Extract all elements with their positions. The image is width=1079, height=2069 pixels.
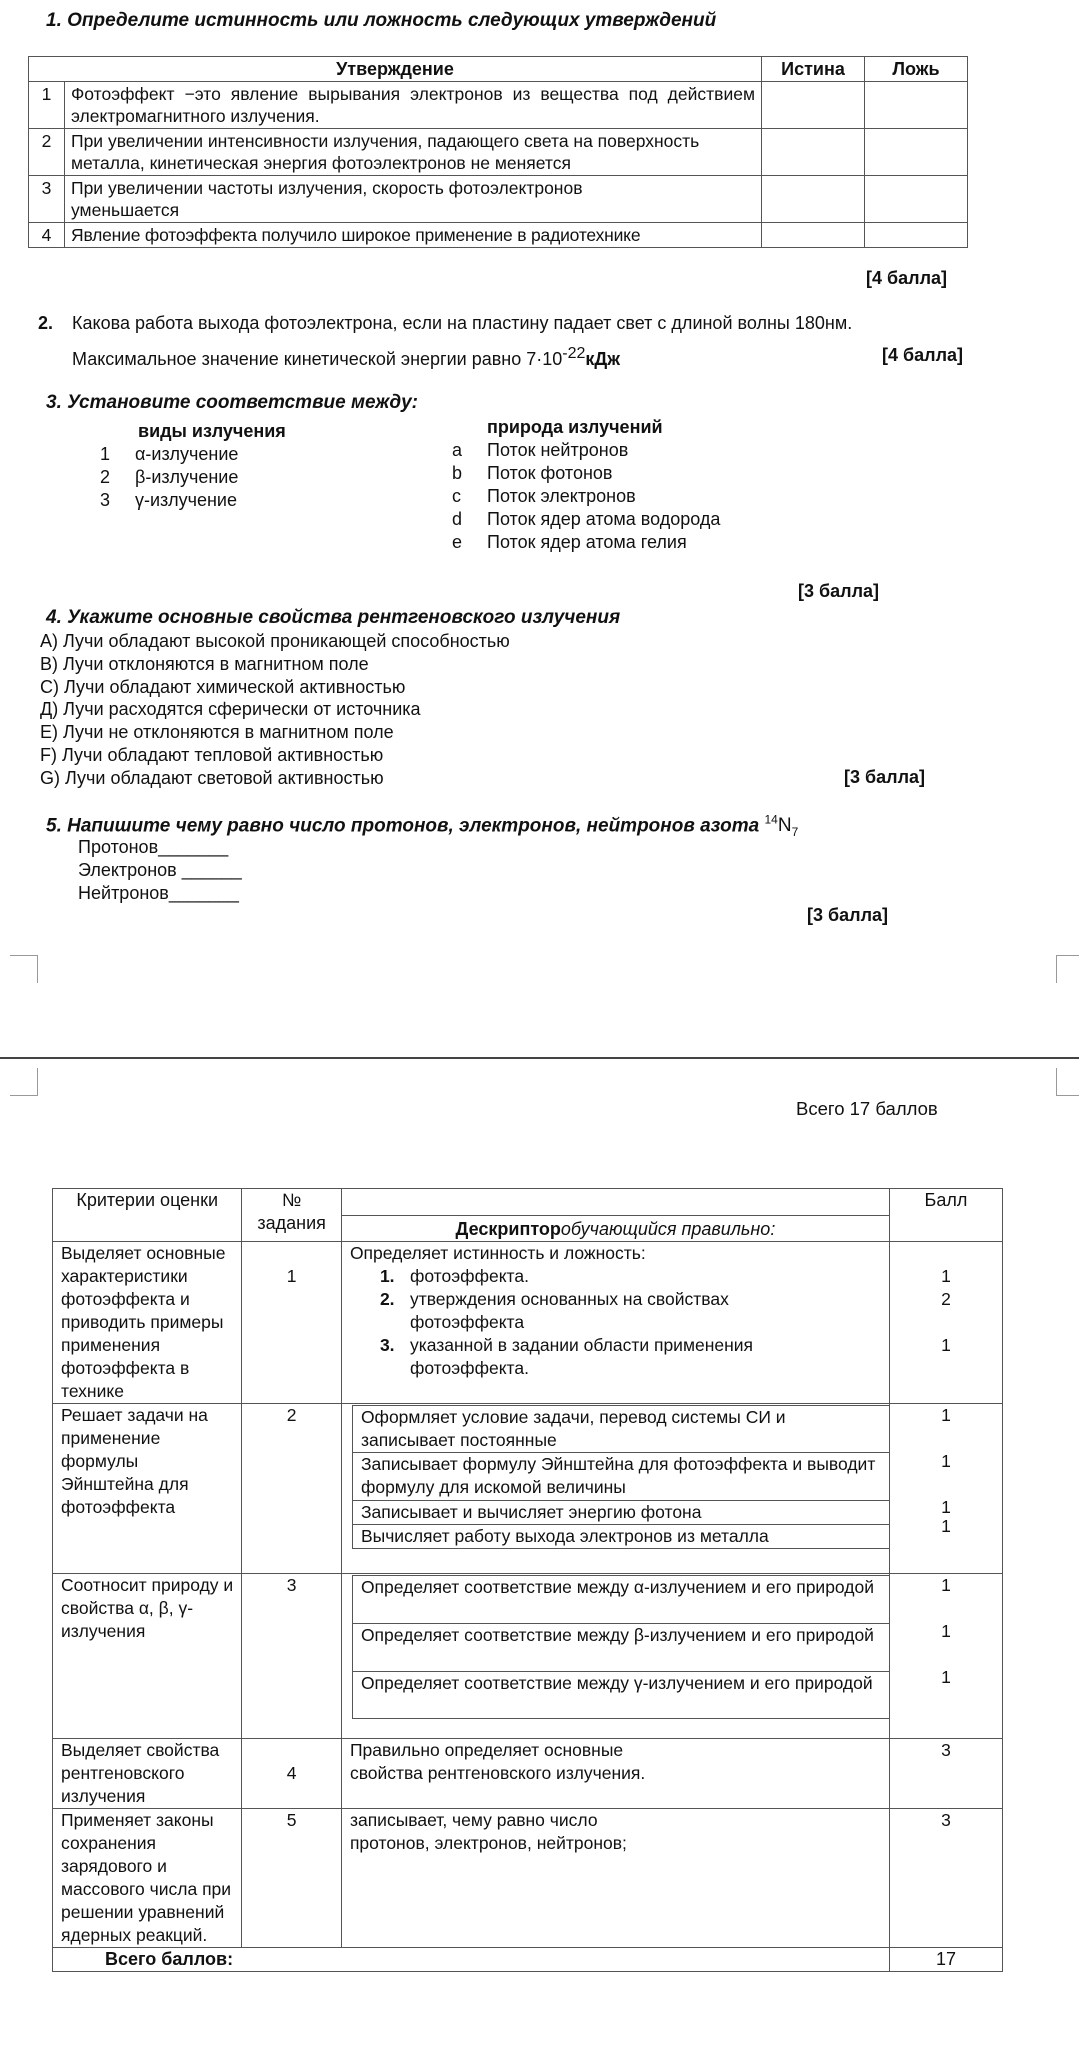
header-criteria: Критерии оценки xyxy=(53,1189,242,1242)
item-label: α-излучение xyxy=(135,444,239,464)
criteria-cell: Решает задачи на применение формулы Эйнштейна для фотоэффекта xyxy=(53,1404,242,1574)
option-g: G) Лучи обладают световой активностью xyxy=(40,767,384,788)
isotope-z: 7 xyxy=(791,825,799,840)
option-f: F) Лучи обладают тепловой активностью xyxy=(40,744,384,765)
task-number-cell: 3 xyxy=(242,1574,342,1739)
q1-header-true: Истина xyxy=(762,57,865,82)
descriptor-item xyxy=(353,1576,889,1624)
score-value: 1 xyxy=(941,1405,951,1425)
descriptor-text: записывает, чему равно число протонов, электронов, нейтронов; xyxy=(349,1810,627,1853)
option-e: E) Лучи не отклоняются в магнитном поле xyxy=(40,722,394,743)
score-cell: 3 xyxy=(889,1739,1002,1809)
false-cell[interactable] xyxy=(865,82,968,129)
table-row xyxy=(53,1809,1003,1948)
list-item xyxy=(100,489,286,512)
item-key: 3 xyxy=(100,490,111,510)
q3-right-header: природа излучений xyxy=(487,417,663,437)
statement-text: Явление фотоэффекта получило широкое применение в радиотехнике xyxy=(65,223,762,248)
item-key: c xyxy=(452,486,461,506)
false-cell[interactable] xyxy=(865,176,968,223)
descriptor-text: Правильно определяет основные свойства рентгеновского излучения. xyxy=(349,1740,646,1783)
descriptor-subtable xyxy=(352,1575,889,1719)
item-key: a xyxy=(452,440,463,460)
true-cell[interactable] xyxy=(762,129,865,176)
descriptor-item: Записывает и вычисляет энергию фотона xyxy=(353,1501,889,1525)
total-label: Всего баллов: xyxy=(53,1948,890,1972)
score-value: 1 xyxy=(941,1621,951,1641)
true-cell[interactable] xyxy=(762,223,865,248)
q4-options xyxy=(40,630,510,790)
descriptor-cell xyxy=(341,1809,889,1948)
score-value: 1 xyxy=(941,1667,951,1687)
list-item xyxy=(380,1334,881,1380)
list-number: 1. xyxy=(379,1266,395,1286)
q5-points: [3 балла] xyxy=(807,905,889,925)
item-label: Поток электронов xyxy=(487,486,636,506)
rubric-header-row xyxy=(53,1189,1003,1216)
list-number: 3. xyxy=(379,1335,395,1355)
score-cell xyxy=(889,1574,1002,1739)
descriptor-text: Оформляет условие задачи, перевод системы СИ и записывает постоянные xyxy=(360,1407,786,1450)
descriptor-cell xyxy=(341,1404,889,1574)
q2-line1: Какова работа выхода фотоэлектрона, если на пластину падает свет с длиной волны 180нм. xyxy=(72,313,853,333)
page-corner-mark xyxy=(1056,1068,1079,1096)
criteria-cell: Выделяет свойства рентгеновского излучения xyxy=(53,1739,242,1809)
item-label: Поток ядер атома гелия xyxy=(487,532,687,552)
row-number: 2 xyxy=(29,129,65,176)
row-number: 4 xyxy=(29,223,65,248)
item-key: 1 xyxy=(100,444,111,464)
total-value: 17 xyxy=(889,1948,1002,1972)
table-row xyxy=(53,1242,1003,1404)
item-label: γ-излучение xyxy=(135,490,237,510)
q2-points: [4 балла] xyxy=(882,345,964,365)
statement-text: При увеличении частоты излучения, скорость фотоэлектронов уменьшается xyxy=(65,176,762,223)
descriptor-cell xyxy=(341,1739,889,1809)
q2-exponent: -22 xyxy=(562,345,586,362)
row-number: 1 xyxy=(29,82,65,129)
item-label: β-излучение xyxy=(135,467,239,487)
q3-left-header: виды излучения xyxy=(138,421,286,441)
q3-points: [3 балла] xyxy=(798,581,880,601)
list-item xyxy=(452,462,720,485)
q2-number: 2. xyxy=(38,313,54,333)
q4-title: 4. Укажите основные свойства рентгеновского излучения xyxy=(46,607,621,628)
row-number: 3 xyxy=(29,176,65,223)
task-number-cell: 2 xyxy=(242,1404,342,1574)
header-task-number xyxy=(242,1189,342,1242)
item-label: Поток нейтронов xyxy=(487,440,629,460)
table-row xyxy=(53,1739,1003,1809)
header-task-number-sign: № xyxy=(282,1190,302,1210)
score-cell: 3 xyxy=(889,1809,1002,1948)
score-value: 2 xyxy=(941,1289,951,1309)
descriptor-list xyxy=(350,1265,881,1380)
false-cell[interactable] xyxy=(865,223,968,248)
option-a: A) Лучи обладают высокой проникающей способностью xyxy=(40,631,510,651)
option-b: B) Лучи отклоняются в магнитном поле xyxy=(40,653,369,674)
statement-text: При увеличении интенсивности излучения, падающего света на поверхность металла, кинетическая энергия фотоэлектронов не меняется xyxy=(65,129,762,176)
descriptor-italic: обучающийся правильно: xyxy=(560,1219,776,1239)
score-value: 1 xyxy=(941,1335,951,1355)
q3-right-column xyxy=(452,416,720,554)
list-item xyxy=(380,1288,881,1334)
page-corner-mark xyxy=(10,955,38,983)
isotope xyxy=(764,813,799,840)
descriptor-item xyxy=(353,1406,889,1453)
table-row xyxy=(53,1404,1003,1574)
descriptor-text: Записывает формулу Эйнштейна для фотоэффекта и выводит формулу для искомой величины xyxy=(360,1454,876,1497)
page-corner-mark xyxy=(1056,955,1079,983)
header-descriptor xyxy=(341,1216,889,1242)
neutrons-blank[interactable]: Нейтронов_______ xyxy=(78,883,239,903)
descriptor-item xyxy=(353,1453,889,1501)
item-key: d xyxy=(452,509,463,529)
header-task-number-label: задания xyxy=(257,1213,326,1233)
list-item xyxy=(100,443,286,466)
statement-text: Фотоэффект −это явление вырывания электронов из вещества под действием электромагнитного излучения. xyxy=(65,82,762,129)
q2-unit: кДж xyxy=(585,349,620,369)
list-text: указанной в задании области применения фотоэффекта. xyxy=(409,1335,754,1378)
descriptor-item xyxy=(353,1624,889,1672)
list-item xyxy=(452,485,720,508)
table-row xyxy=(53,1574,1003,1739)
option-c: C) Лучи обладают химической активностью xyxy=(40,676,406,697)
score-cell xyxy=(889,1242,1002,1404)
score-value: 1 xyxy=(941,1451,951,1471)
descriptor-subtable xyxy=(352,1405,889,1549)
isotope-mass: 14 xyxy=(764,813,778,827)
page-corner-mark xyxy=(10,1068,38,1096)
table-row xyxy=(29,129,968,176)
descriptor-cell xyxy=(341,1574,889,1739)
item-label: Поток ядер атома водорода xyxy=(487,509,721,529)
electrons-blank[interactable]: Электронов ______ xyxy=(78,860,242,880)
false-cell[interactable] xyxy=(865,129,968,176)
descriptor-intro: Определяет истинность и ложность: xyxy=(349,1243,646,1263)
criteria-cell: Выделяет основные характеристики фотоэффекта и приводить примеры применения фотоэффекта в технике xyxy=(53,1242,242,1404)
q1-header-false: Ложь xyxy=(865,57,968,82)
descriptor-bold: Дескриптор xyxy=(455,1219,561,1239)
page-break-line xyxy=(0,1057,1079,1059)
q1-header-row xyxy=(29,57,968,82)
list-text: утверждения основанных на свойствах фотоэффекта xyxy=(409,1289,729,1332)
descriptor-text: Определяет соответствие между γ-излучением и его природой xyxy=(360,1673,873,1693)
score-value: 1 xyxy=(941,1266,951,1286)
list-item xyxy=(452,508,720,531)
table-row xyxy=(29,176,968,223)
list-item xyxy=(452,531,720,554)
option-d: Д) Лучи расходятся сферически от источника xyxy=(40,699,421,720)
item-label: Поток фотонов xyxy=(487,463,613,483)
list-item xyxy=(100,466,286,489)
descriptor-item: Вычисляет работу выхода электронов из металла xyxy=(360,1526,769,1546)
task-number-cell: 4 xyxy=(242,1739,342,1809)
descriptor-item xyxy=(353,1672,889,1718)
score-value: 1 xyxy=(941,1497,951,1517)
q4-points: [3 балла] xyxy=(844,767,926,787)
header-score: Балл xyxy=(889,1189,1002,1242)
total-row xyxy=(53,1948,1003,1972)
table-row xyxy=(29,223,968,248)
item-key: e xyxy=(452,532,463,552)
q2-line2-prefix: Максимальное значение кинетической энергии равно 7·10 xyxy=(72,349,563,369)
score-value: 1 xyxy=(941,1516,951,1536)
q3-left-column xyxy=(100,420,286,512)
q5-blanks xyxy=(78,836,242,905)
true-cell[interactable] xyxy=(762,82,865,129)
header-descriptor-blank xyxy=(341,1189,889,1216)
score-cell xyxy=(889,1404,1002,1574)
q3-title: 3. Установите соответствие между: xyxy=(46,392,419,413)
q1-points: [4 балла] xyxy=(866,268,948,288)
item-key: b xyxy=(452,463,463,483)
q1-header-statement: Утверждение xyxy=(29,57,762,82)
q1-title: 1. Определите истинность или ложность следующих утверждений xyxy=(46,10,717,31)
list-number: 2. xyxy=(379,1289,395,1309)
isotope-symbol: N xyxy=(777,815,792,837)
total-points-label: Всего 17 баллов xyxy=(796,1098,938,1119)
list-item xyxy=(380,1265,881,1288)
table-row xyxy=(29,82,968,129)
q5-title-text: 5. Напишите чему равно число протонов, электронов, нейтронов азота xyxy=(46,815,765,837)
q2-line2 xyxy=(72,345,620,370)
descriptor-text: Определяет соответствие между β-излучением и его природой xyxy=(360,1625,874,1645)
true-cell[interactable] xyxy=(762,176,865,223)
list-text: фотоэффекта. xyxy=(409,1266,529,1286)
descriptor-cell xyxy=(341,1242,889,1404)
item-key: 2 xyxy=(100,467,111,487)
protons-blank[interactable]: Протонов_______ xyxy=(78,837,229,857)
rubric-table xyxy=(52,1188,1003,1972)
q1-table xyxy=(28,56,968,248)
score-value: 1 xyxy=(941,1575,951,1595)
task-number-cell: 1 xyxy=(242,1242,342,1404)
task-number-cell: 5 xyxy=(242,1809,342,1948)
list-item xyxy=(452,439,720,462)
criteria-cell: Применяет законы сохранения зарядового и массового числа при решении уравнений ядерных реакций. xyxy=(53,1809,242,1948)
descriptor-text: Определяет соответствие между α-излучением и его природой xyxy=(360,1577,875,1597)
criteria-cell: Соотносит природу и свойства α, β, γ-излучения xyxy=(53,1574,242,1739)
